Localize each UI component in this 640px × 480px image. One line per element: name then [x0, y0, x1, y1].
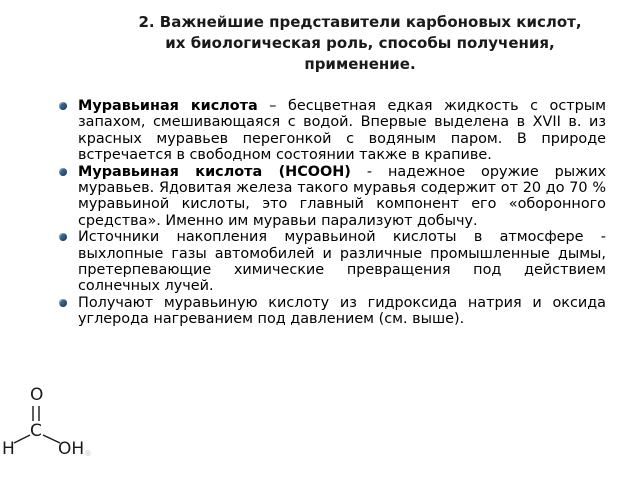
bullet-list	[56, 98, 606, 328]
formic-acid-structure-diagram	[0, 380, 110, 480]
bond-c-h-line	[14, 435, 30, 443]
bullet-dot-icon	[59, 233, 67, 241]
bullet-dot-icon	[59, 168, 67, 176]
bullet-text: – бесцветная едкая жидкость с острым запахом, смешивающаяся с водой. Впервые выделена в XVII в. из красных муравьев перегонкой с водяным паром. В природе встречается в свободном состоянии также в крапиве.	[78, 98, 606, 164]
bullet-term: Муравьиная кислота (НСООН)	[78, 163, 351, 180]
bullet-item-2	[56, 164, 606, 230]
bullet-text: - надежное оружие рыжих муравьев. Ядовитая железа такого муравья содержит от 20 до 70 % муравьиной кислоты, это главный компонент его «оборонного средства». Именно им муравьи парализуют добычу.	[78, 163, 606, 229]
atom-oxygen-label: O	[30, 385, 44, 405]
bullet-term: Муравьиная кислота	[78, 98, 258, 114]
bullet-item-4	[56, 295, 606, 328]
registered-mark: ®	[84, 449, 92, 458]
bullet-dot-icon	[59, 299, 67, 307]
atom-hydroxyl-label: OH	[58, 439, 85, 459]
slide-title: 2. Важнейшие представители карбоновых кислот, их биологическая роль, способы получения, применение.	[138, 13, 582, 73]
bullet-item-1	[56, 98, 606, 164]
bullet-text: Получают муравьиную кислоту из гидроксида натрия и оксида углерода нагреванием под давлением (см. выше).	[78, 294, 606, 328]
bullet-item-3	[56, 229, 606, 295]
bullet-text: Источники накопления муравьиной кислоты в атмосфере - выхлопные газы автомобилей и различные промышленные дымы, претерпевающие химические превращения под действием солнечных лучей.	[78, 229, 606, 295]
atom-hydrogen-label: H	[2, 439, 15, 459]
bullet-dot-icon	[59, 102, 67, 110]
atom-carbon-label: C	[30, 421, 42, 441]
